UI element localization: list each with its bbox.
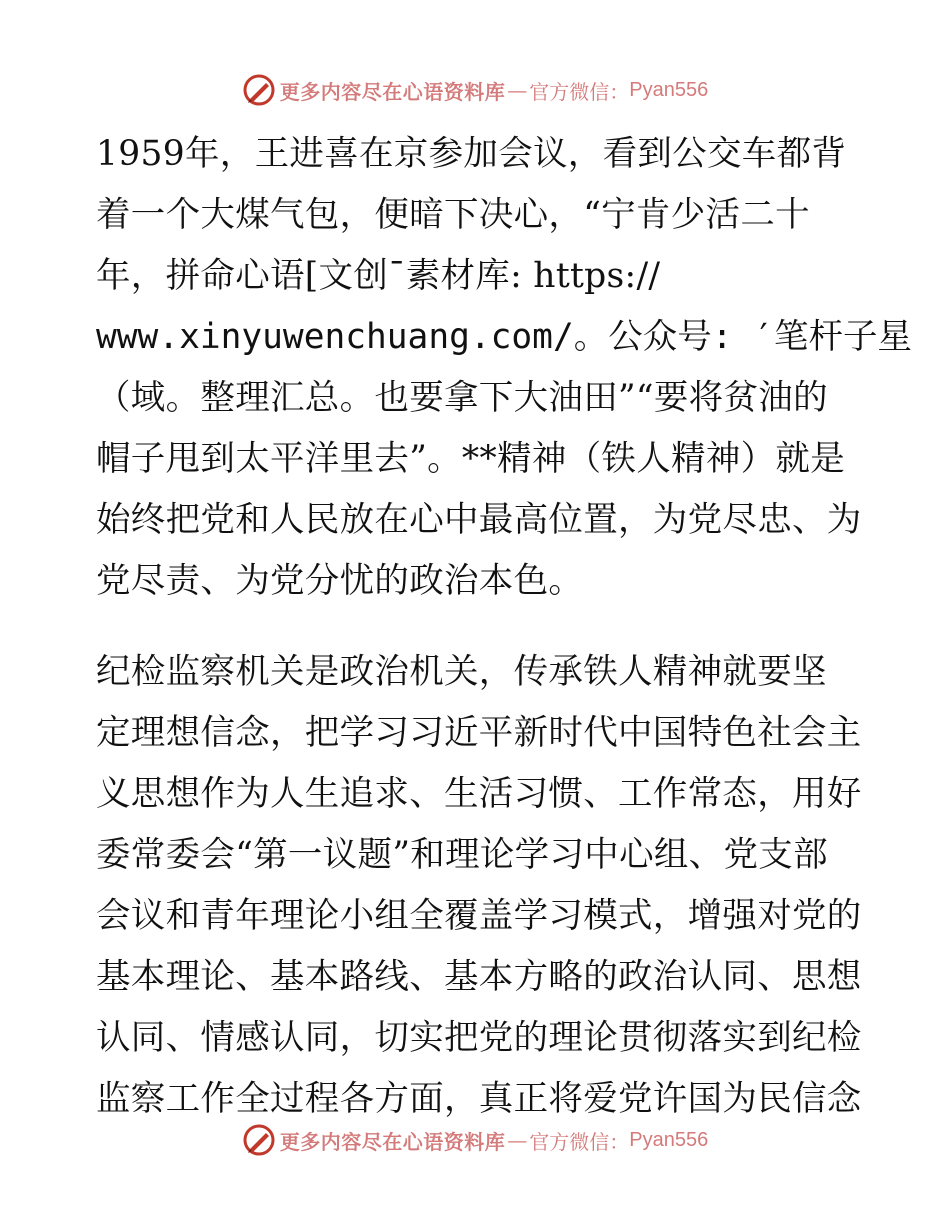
banner-wechat-id: Pyan556 [629,78,709,101]
banner-wechat-label: 官方微信： [529,79,630,104]
text-line: 会议和青年理论小组全覆盖学习模式，增强对党的 [96,896,862,936]
banner-wechat-label: 官方微信： [529,1129,630,1154]
text-line: 义思想作为人生追求、生活习惯、工作常态，用好 [96,774,862,814]
text-line: （域。整理汇总。也要拿下大油田”“要将贫油的 [96,378,828,418]
text-line: 1959年，王进喜在京参加会议，看到公交车都背 [96,134,847,174]
text-line: 纪检监察机关是政治机关，传承铁人精神就要坚 [96,652,827,692]
text-line: 监察工作全过程各方面，真正将爱党许国为民信念 [96,1079,862,1119]
banner-dash: — [507,1128,528,1152]
text-line: 年，拼命心语[文创¯素材库: https:// [96,256,661,296]
banner-dash: — [507,78,528,102]
paragraph-spacer [96,612,856,642]
banner-wechat-id: Pyan556 [629,1128,709,1151]
text-line: 认同、情感认同，切实把党的理论贯彻落实到纪检 [96,1018,862,1058]
text-line-url: www.xinyuwenchuang.com/。公众号: ′笔杆子星 [96,317,913,357]
pen-circle-logo-icon [242,73,276,107]
paragraph-1 [96,124,913,612]
text-line: 基本理论、基本路线、基本方略的政治认同、思想 [96,957,862,997]
paragraph-2 [96,642,862,1130]
text-line: 委常委会“第一议题”和理论学习中心组、党支部 [96,835,828,875]
text-line: 定理想信念，把学习习近平新时代中国特色社会主 [96,713,862,753]
banner-brand: 更多内容尽在心语资料库 [279,79,506,104]
pen-circle-logo-icon [242,1123,276,1157]
document-body [96,124,913,1130]
banner-brand: 更多内容尽在心语资料库 [279,1129,506,1154]
text-line: 始终把党和人民放在心中最高位置，为党尽忠、为 [96,500,862,540]
header-banner [0,68,950,112]
text-line: 党尽责、为党分忧的政治本色。 [96,561,584,601]
footer-banner [0,1118,950,1162]
text-line: 帽子甩到太平洋里去”。**精神（铁人精神）就是 [96,439,846,479]
text-line: 着一个大煤气包，便暗下决心，“宁肯少活二十 [96,195,810,235]
